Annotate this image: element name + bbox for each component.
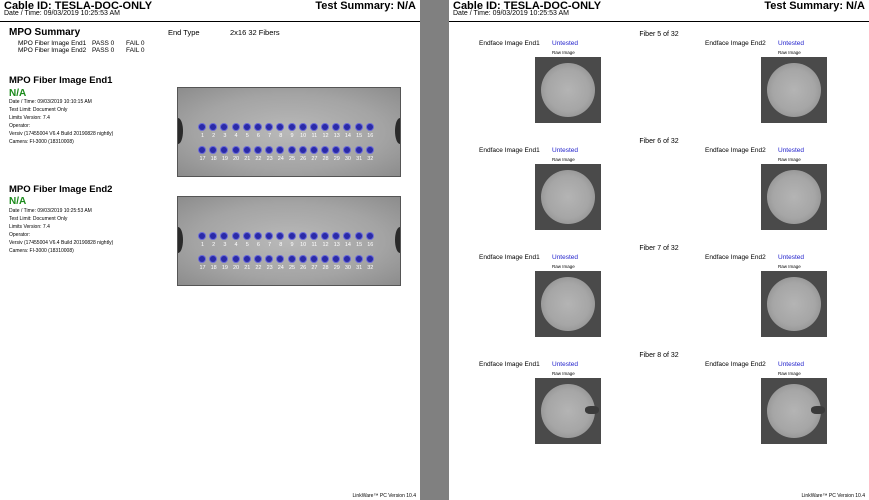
fiber-number: 2 <box>212 242 216 248</box>
fiber-number: 17 <box>199 265 206 271</box>
fiber-number: 21 <box>244 265 251 271</box>
fiber-marker <box>342 233 353 253</box>
fiber-dot <box>277 256 283 262</box>
fiber-marker <box>298 256 309 276</box>
fiber-marker <box>331 124 342 144</box>
fiber-number: 11 <box>311 133 318 139</box>
fiber-dot <box>244 256 250 262</box>
fiber-marker <box>275 233 286 253</box>
detail-test-limit: Test Limit: Document Only <box>9 216 68 222</box>
fiber-dot <box>300 147 306 153</box>
header-date-time: Date / Time: 09/03/2019 10:25:53 AM <box>4 10 120 17</box>
fiber-marker <box>231 233 242 253</box>
fiber-marker <box>231 256 242 276</box>
fiber-dot <box>356 256 362 262</box>
fiber-marker <box>208 124 219 144</box>
fiber-dot <box>277 147 283 153</box>
end1-label: Endface Image End1 <box>479 147 540 154</box>
footer-version: LinkWare™ PC Version 10.4 <box>801 493 865 499</box>
fiber-dot <box>255 233 261 239</box>
fiber-number: 13 <box>333 242 340 248</box>
fiber-number: 1 <box>200 242 205 248</box>
fiber-marker <box>197 124 208 144</box>
end2-status: Untested <box>778 361 805 368</box>
fiber-dot <box>289 256 295 262</box>
fiber-marker <box>242 147 253 167</box>
fiber-marker <box>253 124 264 144</box>
summary-row <box>18 40 145 47</box>
fiber-marker <box>331 233 342 253</box>
fiber-row-bottom <box>197 256 376 276</box>
fiber-block <box>449 245 869 352</box>
summary-row-fail: FAIL 0 <box>126 40 145 47</box>
fiber-number: 17 <box>199 156 206 162</box>
fiber-marker <box>219 147 230 167</box>
fiber-marker <box>309 233 320 253</box>
fiber-dot <box>356 124 362 130</box>
end2-raw-label: Raw Image <box>778 157 801 162</box>
fiber-dot <box>266 147 272 153</box>
fiber-dot <box>344 124 350 130</box>
section-title-end1: MPO Fiber Image End1 <box>9 75 113 86</box>
fiber-number: 5 <box>245 133 249 139</box>
fiber-number: 3 <box>223 242 227 248</box>
fiber-number: 11 <box>311 242 318 248</box>
fiber-marker <box>354 233 365 253</box>
fiber-marker <box>197 233 208 253</box>
endface-image-end1 <box>535 57 601 123</box>
fiber-dot <box>221 233 227 239</box>
fiber-dot <box>277 233 283 239</box>
end1-raw-label: Raw Image <box>552 264 575 269</box>
fiber-marker <box>298 233 309 253</box>
fiber-marker <box>219 256 230 276</box>
fiber-number: 7 <box>268 242 272 248</box>
fiber-dot <box>210 256 216 262</box>
fiber-marker <box>197 147 208 167</box>
fiber-number: 18 <box>210 265 217 271</box>
fiber-number: 12 <box>322 133 329 139</box>
fiber-marker <box>298 124 309 144</box>
endface-image-end1 <box>535 378 601 444</box>
fiber-marker <box>253 256 264 276</box>
fiber-row-top <box>197 233 376 253</box>
fiber-marker <box>264 233 275 253</box>
fiber-title: Fiber 7 of 32 <box>639 245 679 252</box>
detail-camera: Camera: FI-3000 (18310008) <box>9 139 74 145</box>
fiber-number: 6 <box>256 242 260 248</box>
fiber-dot <box>300 124 306 130</box>
fiber-number: 22 <box>255 156 262 162</box>
fiber-marker <box>231 124 242 144</box>
fiber-row-bottom <box>197 147 376 167</box>
end2-status: Untested <box>778 40 805 47</box>
fiber-number: 15 <box>356 133 363 139</box>
fiber-dot <box>333 124 339 130</box>
end2-raw-label: Raw Image <box>778 371 801 376</box>
fiber-marker <box>219 124 230 144</box>
end1-status: Untested <box>552 40 579 47</box>
endface-image-end1 <box>535 164 601 230</box>
fiber-number: 16 <box>367 242 374 248</box>
cable-id: Cable ID: TESLA-DOC-ONLY <box>4 0 153 12</box>
end-type-value: 2x16 32 Fibers <box>230 28 280 37</box>
footer-version: LinkWare™ PC Version 10.4 <box>352 493 416 499</box>
fiber-dot <box>233 256 239 262</box>
end2-status: Untested <box>778 254 805 261</box>
fiber-marker <box>287 256 298 276</box>
fiber-dot <box>367 124 373 130</box>
fiber-dot <box>221 124 227 130</box>
fiber-marker <box>287 233 298 253</box>
fiber-dot <box>199 147 205 153</box>
end2-label: Endface Image End2 <box>705 254 766 261</box>
fiber-number: 30 <box>344 265 351 271</box>
fiber-marker <box>287 124 298 144</box>
fiber-dot <box>367 147 373 153</box>
detail-limits-version: Limits Version: 7.4 <box>9 224 50 230</box>
end1-raw-label: Raw Image <box>552 157 575 162</box>
fiber-dot <box>311 147 317 153</box>
fiber-dot <box>233 124 239 130</box>
fiber-number: 16 <box>367 133 374 139</box>
endface-image-end2 <box>761 378 827 444</box>
fiber-marker <box>253 147 264 167</box>
fiber-marker <box>365 256 376 276</box>
fiber-number: 9 <box>290 133 294 139</box>
page-header <box>449 0 869 20</box>
fiber-dot <box>344 233 350 239</box>
detail-operator: Operator: <box>9 232 31 238</box>
fiber-number: 4 <box>234 133 238 139</box>
fiber-dot <box>266 124 272 130</box>
summary-row-pass: PASS 0 <box>92 47 115 54</box>
fiber-marker <box>342 147 353 167</box>
fiber-marker <box>197 256 208 276</box>
fiber-marker <box>242 124 253 144</box>
summary-row-pass: PASS 0 <box>92 40 115 47</box>
fiber-marker <box>219 233 230 253</box>
detail-date-time: Date / Time: 09/03/2019 10:10:15 AM <box>9 99 92 105</box>
fiber-number: 27 <box>311 265 318 271</box>
fiber-number: 26 <box>300 265 307 271</box>
fiber-dot <box>333 233 339 239</box>
fiber-dot <box>210 147 216 153</box>
fiber-number: 21 <box>244 156 251 162</box>
cable-id: Cable ID: TESLA-DOC-ONLY <box>453 0 602 12</box>
end1-label: Endface Image End1 <box>479 254 540 261</box>
fiber-marker <box>365 233 376 253</box>
detail-versiv: Versiv (17455004 V6.4 Build 20190828 nightly) <box>9 131 114 137</box>
detail-versiv: Versiv (17455004 V6.4 Build 20190828 nightly) <box>9 240 114 246</box>
fiber-title: Fiber 6 of 32 <box>639 138 679 145</box>
fiber-dot <box>344 256 350 262</box>
end-type-label: End Type <box>168 28 200 37</box>
fiber-number: 7 <box>268 133 272 139</box>
fiber-number: 24 <box>277 265 284 271</box>
fiber-marker <box>342 124 353 144</box>
fiber-dot <box>266 233 272 239</box>
fiber-number: 20 <box>233 265 240 271</box>
fiber-title: Fiber 8 of 32 <box>639 352 679 359</box>
end1-label: Endface Image End1 <box>479 361 540 368</box>
fiber-number: 23 <box>266 265 273 271</box>
fiber-dot <box>233 147 239 153</box>
status-label-end1: N/A <box>9 88 27 99</box>
fiber-number: 19 <box>221 156 228 162</box>
fiber-marker <box>320 124 331 144</box>
fiber-number: 8 <box>279 133 283 139</box>
fiber-number: 10 <box>300 242 307 248</box>
fiber-marker <box>275 256 286 276</box>
endface-image-end1 <box>535 271 601 337</box>
fiber-marker <box>342 256 353 276</box>
fiber-marker <box>331 147 342 167</box>
mpo-image-end1 <box>177 87 401 177</box>
end2-raw-label: Raw Image <box>778 264 801 269</box>
fiber-number: 6 <box>256 133 260 139</box>
fiber-dot <box>255 256 261 262</box>
fiber-number: 19 <box>221 265 228 271</box>
detail-camera: Camera: FI-3000 (18310008) <box>9 248 74 254</box>
fiber-dot <box>244 147 250 153</box>
endface-image-end2 <box>761 271 827 337</box>
end1-status: Untested <box>552 361 579 368</box>
fiber-number: 32 <box>367 156 374 162</box>
summary-row-fail: FAIL 0 <box>126 47 145 54</box>
fiber-block <box>449 138 869 245</box>
fiber-dot <box>199 233 205 239</box>
detail-limits-version: Limits Version: 7.4 <box>9 115 50 121</box>
fiber-number: 25 <box>288 156 296 162</box>
fiber-marker <box>275 124 286 144</box>
fiber-dot <box>255 147 261 153</box>
report-page-left <box>0 0 420 500</box>
fiber-number: 3 <box>223 133 227 139</box>
fiber-marker <box>309 256 320 276</box>
fiber-marker <box>320 233 331 253</box>
fiber-dot <box>289 147 295 153</box>
fiber-dot <box>221 256 227 262</box>
fiber-marker <box>365 124 376 144</box>
fiber-marker <box>298 147 309 167</box>
end2-label: Endface Image End2 <box>705 147 766 154</box>
fiber-dot <box>367 233 373 239</box>
section-title-end2: MPO Fiber Image End2 <box>9 184 113 195</box>
fiber-dot <box>322 256 328 262</box>
fiber-number: 25 <box>288 265 296 271</box>
fiber-marker <box>365 147 376 167</box>
summary-row-label: MPO Fiber Image End1 <box>18 40 87 47</box>
fiber-number: 14 <box>344 133 351 139</box>
fiber-number: 22 <box>255 265 262 271</box>
fiber-dot <box>333 256 339 262</box>
fiber-marker <box>309 147 320 167</box>
fiber-marker <box>354 147 365 167</box>
fiber-dot <box>367 256 373 262</box>
end1-raw-label: Raw Image <box>552 371 575 376</box>
status-label-end2: N/A <box>9 196 27 207</box>
fiber-number: 28 <box>322 156 329 162</box>
fiber-title: Fiber 5 of 32 <box>639 31 679 38</box>
header-divider <box>449 21 869 22</box>
fiber-dot <box>322 147 328 153</box>
end1-raw-label: Raw Image <box>552 50 575 55</box>
fiber-marker <box>320 256 331 276</box>
fiber-dot <box>244 233 250 239</box>
fiber-number: 31 <box>356 265 363 271</box>
test-summary: Test Summary: N/A <box>764 0 865 12</box>
fiber-number: 15 <box>356 242 363 248</box>
header-date-time: Date / Time: 09/03/2019 10:25:53 AM <box>453 10 569 17</box>
fiber-number: 20 <box>233 156 240 162</box>
fiber-marker <box>264 256 275 276</box>
fiber-dot <box>289 233 295 239</box>
end2-label: Endface Image End2 <box>705 40 766 47</box>
fiber-number: 5 <box>245 242 249 248</box>
fiber-dot <box>300 233 306 239</box>
header-divider <box>0 21 420 22</box>
fiber-number: 9 <box>290 242 294 248</box>
detail-date-time: Date / Time: 09/03/2019 10:25:53 AM <box>9 208 92 214</box>
end1-status: Untested <box>552 147 579 154</box>
fiber-number: 23 <box>266 156 273 162</box>
fiber-marker <box>287 147 298 167</box>
summary-row <box>18 47 145 54</box>
fiber-number: 26 <box>300 156 307 162</box>
mpo-image-end2 <box>177 196 401 286</box>
fiber-dot <box>266 256 272 262</box>
fiber-marker <box>208 233 219 253</box>
fiber-number: 10 <box>300 133 307 139</box>
fiber-marker <box>320 147 331 167</box>
fiber-dot <box>333 147 339 153</box>
fiber-marker <box>309 124 320 144</box>
fiber-number: 27 <box>311 156 318 162</box>
fiber-marker <box>242 233 253 253</box>
fiber-block <box>449 352 869 459</box>
fiber-dot <box>289 124 295 130</box>
fiber-number: 8 <box>279 242 283 248</box>
endface-image-end2 <box>761 57 827 123</box>
fiber-marker <box>275 147 286 167</box>
fiber-dot <box>255 124 261 130</box>
report-page-right <box>449 0 869 500</box>
fiber-dot <box>277 124 283 130</box>
fiber-dot <box>233 233 239 239</box>
fiber-marker <box>264 147 275 167</box>
fiber-dot <box>300 256 306 262</box>
fiber-marker <box>354 124 365 144</box>
fiber-marker <box>354 256 365 276</box>
fiber-marker <box>331 256 342 276</box>
fiber-number: 2 <box>212 133 216 139</box>
endface-image-end2 <box>761 164 827 230</box>
fiber-dot <box>344 147 350 153</box>
fiber-dot <box>311 124 317 130</box>
test-summary: Test Summary: N/A <box>315 0 416 12</box>
fiber-marker <box>208 256 219 276</box>
fiber-number: 28 <box>322 265 329 271</box>
fiber-dot <box>221 147 227 153</box>
fiber-dot <box>322 233 328 239</box>
fiber-number: 4 <box>234 242 238 248</box>
fiber-dot <box>356 147 362 153</box>
fiber-dot <box>356 233 362 239</box>
end1-label: Endface Image End1 <box>479 40 540 47</box>
fiber-marker <box>231 147 242 167</box>
end1-status: Untested <box>552 254 579 261</box>
mpo-summary-title: MPO Summary <box>9 27 81 38</box>
fiber-dot <box>210 124 216 130</box>
detail-operator: Operator: <box>9 123 31 129</box>
fiber-dot <box>199 124 205 130</box>
fiber-number: 31 <box>356 156 363 162</box>
fiber-marker <box>208 147 219 167</box>
page-header <box>0 0 420 20</box>
fiber-number: 1 <box>200 133 205 139</box>
fiber-block <box>449 31 869 138</box>
fiber-number: 30 <box>344 156 351 162</box>
fiber-row-top <box>197 124 376 144</box>
fiber-dot <box>210 233 216 239</box>
fiber-dot <box>322 124 328 130</box>
fiber-marker <box>264 124 275 144</box>
fiber-dot <box>311 233 317 239</box>
end2-label: Endface Image End2 <box>705 361 766 368</box>
summary-row-label: MPO Fiber Image End2 <box>18 47 87 54</box>
fiber-number: 29 <box>333 265 340 271</box>
fiber-number: 12 <box>322 242 329 248</box>
detail-test-limit: Test Limit: Document Only <box>9 107 68 113</box>
fiber-number: 29 <box>333 156 340 162</box>
fiber-dot <box>244 124 250 130</box>
fiber-number: 13 <box>333 133 340 139</box>
fiber-dot <box>199 256 205 262</box>
fiber-dot <box>311 256 317 262</box>
fiber-number: 14 <box>344 242 351 248</box>
end2-raw-label: Raw Image <box>778 50 801 55</box>
fiber-marker <box>253 233 264 253</box>
fiber-number: 18 <box>210 156 217 162</box>
fiber-number: 24 <box>277 156 284 162</box>
fiber-number: 32 <box>367 265 374 271</box>
end2-status: Untested <box>778 147 805 154</box>
fiber-marker <box>242 256 253 276</box>
